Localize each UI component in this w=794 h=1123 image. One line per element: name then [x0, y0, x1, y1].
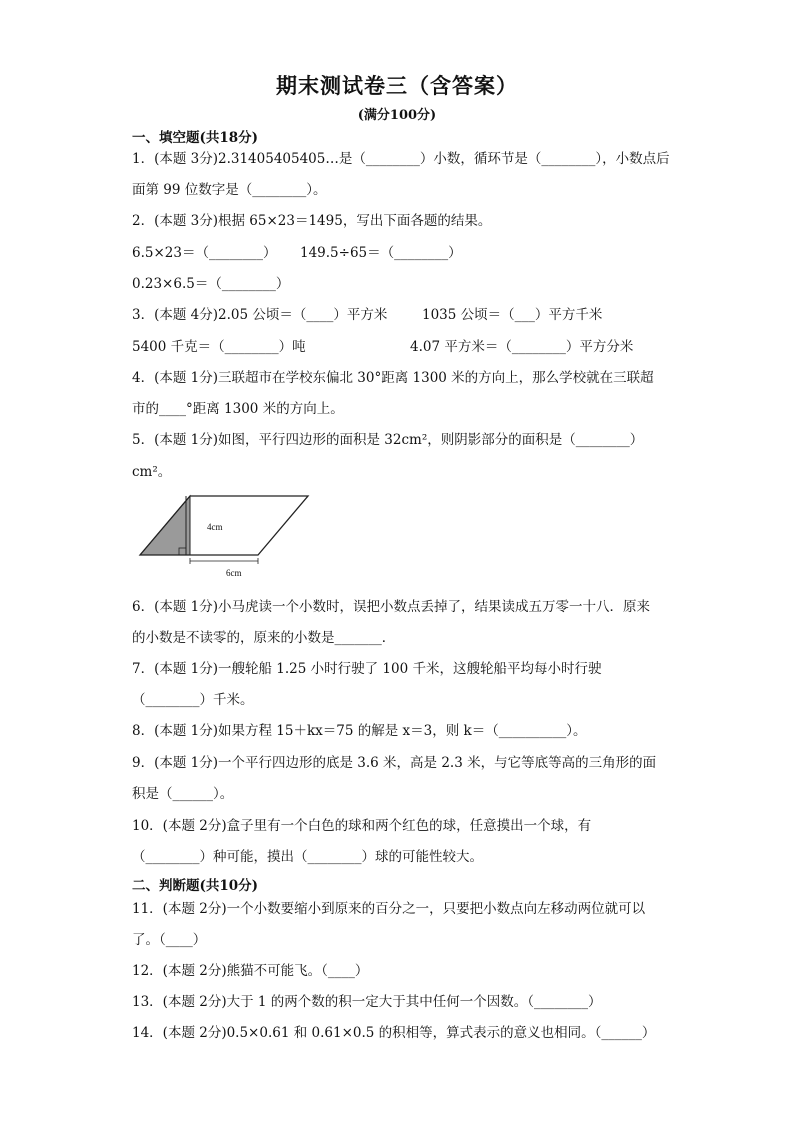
height-label: 4cm	[207, 522, 223, 532]
question-3-item-a: 3．(本题 4分)2.05 公顷＝（____）平方米	[132, 307, 388, 323]
page-subtitle: (满分100分)	[357, 108, 437, 123]
question-9-line-1: 9．(本题 1分)一个平行四边形的底是 3.6 米，高是 2.3 米，与它等底等高的三角形的面	[132, 755, 657, 771]
parallelogram-figure	[134, 488, 314, 583]
question-2-item-b: 149.5÷65＝（________）	[300, 245, 462, 261]
base-label: 6cm	[226, 568, 242, 578]
question-8: 8．(本题 1分)如果方程 15＋kx＝75 的解是 x＝3，则 k＝（__________）。	[132, 723, 587, 739]
question-3-item-d: 4.07 平方米＝（________）平方分米	[410, 339, 634, 355]
question-11-line-2: 了。（____）	[132, 932, 207, 948]
question-14: 14．(本题 2分)0.5×0.61 和 0.61×0.5 的积相等，算式表示的意义也相同。（______）	[132, 1025, 656, 1041]
question-1-line-2: 面第 99 位数字是（________）。	[132, 182, 327, 198]
question-10-line-2: （________）种可能，摸出（________）球的可能性较大。	[132, 849, 483, 865]
question-9-line-2: 积是（______）。	[132, 786, 234, 802]
section-heading-fill: 一、填空题(共18分)	[132, 130, 259, 146]
question-4-line-2: 市的____°距离 1300 米的方向上。	[132, 401, 344, 417]
question-11-line-1: 11．(本题 2分)一个小数要缩小到原来的百分之一，只要把小数点向左移动两位就可以	[132, 901, 646, 917]
question-13: 13．(本题 2分)大于 1 的两个数的积一定大于其中任何一个因数。（________）	[132, 994, 602, 1010]
question-5-line-1: 5．(本题 1分)如图，平行四边形的面积是 32cm²，则阴影部分的面积是（________）	[132, 432, 644, 448]
question-4-line-1: 4．(本题 1分)三联超市在学校东偏北 30°距离 1300 米的方向上，那么学校就在三联超	[132, 370, 654, 386]
question-10-line-1: 10．(本题 2分)盒子里有一个白色的球和两个红色的球，任意摸出一个球，有	[132, 818, 592, 834]
question-3-item-b: 1035 公顷＝（___）平方千米	[422, 307, 603, 323]
question-3-item-c: 5400 千克＝（________）吨	[132, 339, 306, 355]
question-7-line-2: （________）千米。	[132, 692, 254, 708]
question-12: 12．(本题 2分)熊猫不可能飞。（____）	[132, 963, 369, 979]
question-2-item-c: 0.23×6.5＝（________）	[132, 276, 290, 292]
section-heading-judge: 二、判断题(共10分)	[132, 878, 259, 894]
question-6-line-1: 6．(本题 1分)小马虎读一个小数时，误把小数点丢掉了，结果读成五万零一十八．原来	[132, 599, 651, 615]
page-title: 期末测试卷三（含答案）	[276, 73, 518, 98]
question-5-line-2: cm²。	[132, 464, 172, 480]
question-2-line-1: 2．(本题 3分)根据 65×23＝1495，写出下面各题的结果。	[132, 213, 492, 229]
question-6-line-2: 的小数是不读零的，原来的小数是_______．	[132, 630, 396, 646]
question-2-item-a: 6.5×23＝（________）	[132, 245, 277, 261]
question-1-line-1: 1．(本题 3分)2.31405405405…是（________）小数，循环节是（________），小数点后	[132, 151, 670, 167]
question-7-line-1: 7．(本题 1分)一艘轮船 1.25 小时行驶了 100 千米，这艘轮船平均每小时行驶	[132, 661, 602, 677]
